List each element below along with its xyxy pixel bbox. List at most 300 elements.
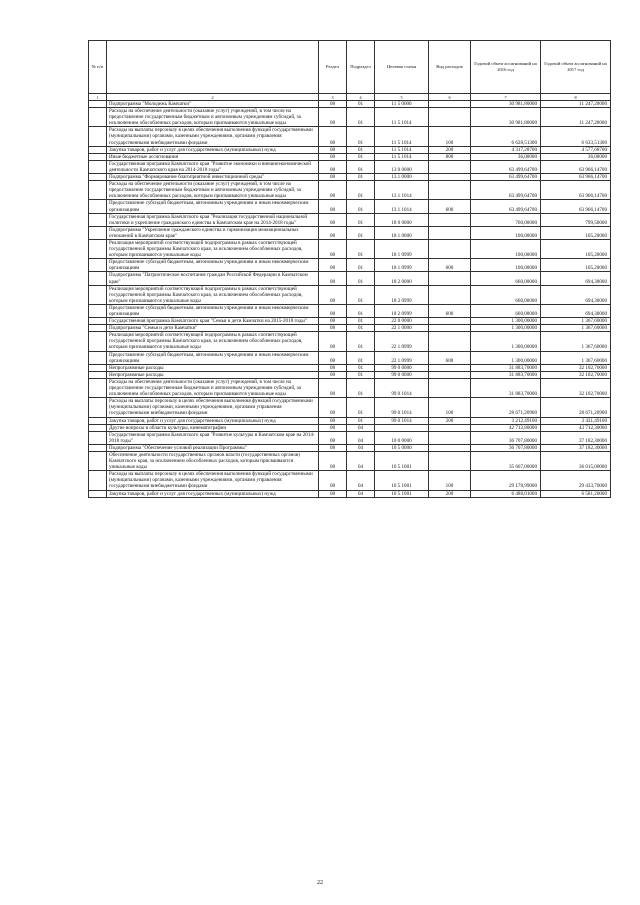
row-2016-cell: 660,00000 (471, 285, 541, 304)
row-2016-cell: 3 212,49100 (471, 417, 541, 424)
row-statya-cell: 18 1 0999 (375, 259, 429, 272)
row-podrazdel-cell: 01 (347, 398, 375, 417)
row-razdel-cell: 08 (319, 351, 347, 364)
column-number: 6 (429, 94, 471, 101)
row-index-cell (89, 378, 107, 397)
row-index-cell (89, 285, 107, 304)
row-2016-cell: 30 981,80000 (471, 101, 541, 108)
table-row (89, 471, 611, 490)
row-razdel-cell: 08 (319, 285, 347, 304)
row-2016-cell: 36 707,80000 (471, 444, 541, 451)
row-2016-cell: 1 300,00000 (471, 325, 541, 332)
row-podrazdel-cell: 01 (347, 304, 375, 317)
row-2017-cell: 6 633,51300 (541, 127, 611, 146)
row-name-cell: Предоставление субсидий бюджетным, автономным учреждениям и иным некоммерческим организациям (107, 259, 319, 272)
row-razdel-cell: 08 (319, 431, 347, 444)
row-vid-cell (429, 213, 471, 226)
row-2017-cell: 63 966,14700 (541, 200, 611, 213)
row-statya-cell: 11 5 1014 (375, 108, 429, 127)
row-name-cell: Расходы на выплаты персоналу в целях обеспечения выполнения функций государственными (муниципальными) органами, казенными учреждениями, органами управления государственными внебюджетными фондами (107, 471, 319, 490)
row-index-cell (89, 325, 107, 332)
table-row (89, 200, 611, 213)
row-razdel-cell: 08 (319, 417, 347, 424)
row-statya-cell: 22 1 0000 (375, 325, 429, 332)
row-index-cell (89, 417, 107, 424)
row-name-cell: Подпрограмма "Обеспечение условий реализации Программы" (107, 444, 319, 451)
row-razdel-cell: 08 (319, 490, 347, 497)
row-statya-cell: 10 5 1001 (375, 471, 429, 490)
row-podrazdel-cell: 01 (347, 200, 375, 213)
row-vid-cell (429, 101, 471, 108)
row-name-cell: Государственная программа Камчатского края "Семья и дети Камчатки на 2015-2018 годы" (107, 318, 319, 325)
row-2016-cell: 4 317,28700 (471, 146, 541, 153)
row-podrazdel-cell: 01 (347, 364, 375, 371)
row-vid-cell: 600 (429, 259, 471, 272)
row-2017-cell: 32 102,70000 (541, 378, 611, 397)
column-number: 3 (319, 94, 347, 101)
row-2016-cell: 35 667,00000 (471, 451, 541, 470)
row-podrazdel-cell: 01 (347, 318, 375, 325)
row-razdel-cell: 08 (319, 272, 347, 285)
row-podrazdel-cell: 01 (347, 160, 375, 173)
row-statya-cell: 13 1 0000 (375, 174, 429, 181)
row-2017-cell: 29 433,70000 (541, 471, 611, 490)
row-name-cell: Реализация мероприятий соответствующей подпрограммы в рамках соответствующей государственной программы Камчатского края, за исключением обособленных расходов, которым присваиваются уникальные коды (107, 332, 319, 351)
row-podrazdel-cell: 01 (347, 101, 375, 108)
row-2017-cell: 37 182,30000 (541, 431, 611, 444)
row-2017-cell: 105,20000 (541, 259, 611, 272)
row-2017-cell: 28 671,20900 (541, 398, 611, 417)
row-name-cell: Реализация мероприятий соответствующей подпрограммы в рамках соответствующей государственной программы Камчатского края, за исключением обособленных расходов, которым присваиваются уникальные коды (107, 239, 319, 258)
table-body (89, 101, 611, 498)
row-vid-cell (429, 451, 471, 470)
row-name-cell: Закупка товаров, работ и услуг для государственных (муниципальных) нужд (107, 417, 319, 424)
row-name-cell: Подпрограмма "Укрепление гражданского единства и гармонизация межнациональных отношений в Камчатском крае" (107, 226, 319, 239)
row-vid-cell: 600 (429, 200, 471, 213)
row-name-cell: Другие вопросы в области культуры, кинематографии (107, 424, 319, 431)
row-statya-cell: 99 0 0000 (375, 371, 429, 378)
row-razdel-cell: 08 (319, 153, 347, 160)
row-podrazdel-cell: 04 (347, 424, 375, 431)
row-statya-cell: 10 5 1001 (375, 451, 429, 470)
row-2017-cell: 799,50000 (541, 213, 611, 226)
row-2017-cell: 32 102,70000 (541, 371, 611, 378)
page-number: 22 (317, 880, 323, 886)
header-cell (107, 41, 319, 94)
row-vid-cell (429, 431, 471, 444)
table-row (89, 174, 611, 181)
row-vid-cell: 200 (429, 490, 471, 497)
row-podrazdel-cell: 04 (347, 471, 375, 490)
row-2016-cell: 760,00000 (471, 213, 541, 226)
row-razdel-cell: 08 (319, 127, 347, 146)
row-vid-cell: 600 (429, 304, 471, 317)
table-row (89, 332, 611, 351)
row-index-cell (89, 471, 107, 490)
row-vid-cell (429, 285, 471, 304)
row-2016-cell: 28 671,20900 (471, 398, 541, 417)
row-index-cell (89, 200, 107, 213)
row-name-cell: Расходы на обеспечение деятельности (оказание услуг) учреждений, в том числе на предоставление государственным бюджетным и автономным учреждениям субсидий, за исключением обособленных расходов, которым присваиваются уникальные коды (107, 108, 319, 127)
table-row (89, 259, 611, 272)
row-statya-cell: 99 0 0000 (375, 364, 429, 371)
row-razdel-cell: 08 (319, 318, 347, 325)
row-razdel-cell: 08 (319, 174, 347, 181)
row-razdel-cell: 08 (319, 371, 347, 378)
row-index-cell (89, 364, 107, 371)
table-row (89, 371, 611, 378)
row-index-cell (89, 351, 107, 364)
column-number: 1 (89, 94, 107, 101)
row-vid-cell (429, 371, 471, 378)
row-name-cell: Непрограммные расходы (107, 364, 319, 371)
row-vid-cell (429, 174, 471, 181)
row-vid-cell: 600 (429, 351, 471, 364)
row-razdel-cell: 08 (319, 444, 347, 451)
row-2017-cell: 11 247,20000 (541, 108, 611, 127)
table-row (89, 325, 611, 332)
row-statya-cell: 11 5 1014 (375, 153, 429, 160)
column-number-row (89, 94, 611, 101)
row-podrazdel-cell: 01 (347, 127, 375, 146)
row-name-cell: Закупка товаров, работ и услуг для государственных (муниципальных) нужд (107, 146, 319, 153)
row-index-cell (89, 153, 107, 160)
table-row (89, 160, 611, 173)
row-name-cell: Расходы на выплаты персоналу в целях обеспечения выполнения функций государственными (муниципальными) органами, казенными учреждениями, органами управления государственными внебюджетными фондами (107, 127, 319, 146)
row-2017-cell: 63 966,14700 (541, 174, 611, 181)
row-name-cell: Расходы на обеспечение деятельности (оказание услуг) учреждений, в том числе на предоставление государственным бюджетным и автономным учреждениям субсидий, за исключением обособленных расходов, которым присваиваются уникальные коды (107, 378, 319, 397)
row-2017-cell: 32 102,70000 (541, 364, 611, 371)
table-row (89, 490, 611, 497)
row-2017-cell: 36,00000 (541, 153, 611, 160)
row-vid-cell (429, 181, 471, 200)
header-cell: Подраздел (347, 41, 375, 94)
row-name-cell: Государственная программа Камчатского края "Развитие культуры в Камчатском крае на 2014-2018 годы" (107, 431, 319, 444)
row-2016-cell: 1 300,00000 (471, 332, 541, 351)
row-statya-cell: 10 5 1001 (375, 490, 429, 497)
row-razdel-cell: 08 (319, 101, 347, 108)
row-statya-cell: 13 1 1014 (375, 200, 429, 213)
row-name-cell: Подпрограмма "Семья и дети Камчатки" (107, 325, 319, 332)
row-razdel-cell: 08 (319, 332, 347, 351)
row-2017-cell: 694,30000 (541, 304, 611, 317)
row-statya-cell: 99 0 1014 (375, 378, 429, 397)
row-razdel-cell: 08 (319, 325, 347, 332)
row-index-cell (89, 272, 107, 285)
row-podrazdel-cell: 04 (347, 490, 375, 497)
row-2017-cell: 11 247,20000 (541, 101, 611, 108)
table-row (89, 417, 611, 424)
row-vid-cell (429, 226, 471, 239)
header-cell: № п/п (89, 41, 107, 94)
column-number: 4 (347, 94, 375, 101)
row-2017-cell: 63 966,14700 (541, 160, 611, 173)
row-podrazdel-cell: 01 (347, 371, 375, 378)
row-name-cell: Государственная программа Камчатского края "Реализация государственной национальной политики и укрепление гражданского единства в Камчатском крае на 2014-2018 годы" (107, 213, 319, 226)
row-statya-cell: 10 5 0000 (375, 444, 429, 451)
table-row (89, 108, 611, 127)
row-index-cell (89, 146, 107, 153)
row-2016-cell: 29 178,99000 (471, 471, 541, 490)
table-row (89, 153, 611, 160)
row-vid-cell (429, 424, 471, 431)
row-razdel-cell: 08 (319, 424, 347, 431)
row-2016-cell: 100,00000 (471, 239, 541, 258)
row-index-cell (89, 398, 107, 417)
row-name-cell: Подпрограмма "Формирование благоприятной инвестиционной среды" (107, 174, 319, 181)
row-podrazdel-cell: 01 (347, 153, 375, 160)
row-2016-cell: 31 883,70000 (471, 371, 541, 378)
row-2016-cell: 1 300,00000 (471, 351, 541, 364)
row-vid-cell: 200 (429, 146, 471, 153)
column-number: 5 (375, 94, 429, 101)
row-2017-cell: 105,20000 (541, 226, 611, 239)
row-name-cell: Непрограммные расходы (107, 371, 319, 378)
row-podrazdel-cell: 01 (347, 378, 375, 397)
row-podrazdel-cell: 01 (347, 325, 375, 332)
row-index-cell (89, 101, 107, 108)
row-razdel-cell: 08 (319, 200, 347, 213)
row-statya-cell: 11 5 1014 (375, 127, 429, 146)
row-razdel-cell: 08 (319, 160, 347, 173)
row-statya-cell: 22 1 0999 (375, 332, 429, 351)
row-vid-cell (429, 325, 471, 332)
row-statya-cell: 18 1 0999 (375, 239, 429, 258)
row-podrazdel-cell: 01 (347, 272, 375, 285)
row-statya-cell: 18 2 0000 (375, 272, 429, 285)
row-podrazdel-cell: 01 (347, 146, 375, 153)
row-vid-cell (429, 318, 471, 325)
row-vid-cell: 100 (429, 398, 471, 417)
row-2016-cell: 31 883,70000 (471, 364, 541, 371)
row-index-cell (89, 451, 107, 470)
row-2016-cell: 660,00000 (471, 272, 541, 285)
row-statya-cell: 13 1 1014 (375, 181, 429, 200)
row-2017-cell: 694,30000 (541, 272, 611, 285)
header-cell: Вид расходов (429, 41, 471, 94)
budget-table (88, 40, 611, 498)
table-row (89, 146, 611, 153)
row-index-cell (89, 181, 107, 200)
row-index-cell (89, 213, 107, 226)
row-name-cell: Обеспечение деятельности государственных органов власти (государственных органов) Камчатского края, за исключением обособленных расходов, которым присваиваются уникальные коды (107, 451, 319, 470)
header-cell: Целевая статья (375, 41, 429, 94)
header-cell: Раздел (319, 41, 347, 94)
row-2017-cell: 37 182,30000 (541, 444, 611, 451)
row-statya-cell: 18 2 0999 (375, 304, 429, 317)
row-podrazdel-cell: 04 (347, 451, 375, 470)
row-2017-cell: 694,30000 (541, 285, 611, 304)
row-statya-cell: 10 0 0000 (375, 431, 429, 444)
row-2016-cell: 100,00000 (471, 259, 541, 272)
row-razdel-cell: 08 (319, 108, 347, 127)
table-row (89, 431, 611, 444)
row-razdel-cell: 08 (319, 378, 347, 397)
table-row (89, 101, 611, 108)
row-razdel-cell: 08 (319, 451, 347, 470)
row-statya-cell: 99 0 1014 (375, 398, 429, 417)
row-2016-cell: 63 499,64700 (471, 174, 541, 181)
row-podrazdel-cell: 01 (347, 285, 375, 304)
header-cell: Годовой объем ассигнований на 2017 год (541, 41, 611, 94)
table-row (89, 239, 611, 258)
row-2017-cell: 6 581,20000 (541, 490, 611, 497)
row-2016-cell: 63 499,64700 (471, 181, 541, 200)
row-razdel-cell: 08 (319, 364, 347, 371)
row-2016-cell: 42 712,80000 (471, 424, 541, 431)
row-statya-cell: 11 5 0000 (375, 101, 429, 108)
row-podrazdel-cell: 01 (347, 174, 375, 181)
row-2016-cell: 6 628,51300 (471, 127, 541, 146)
column-number: 8 (541, 94, 611, 101)
row-index-cell (89, 444, 107, 451)
row-name-cell: Реализация мероприятий соответствующей подпрограммы в рамках соответствующей государственной программы Камчатского края, за исключением обособленных расходов, которым присваиваются уникальные коды (107, 285, 319, 304)
row-podrazdel-cell: 04 (347, 431, 375, 444)
row-2017-cell: 1 367,60000 (541, 332, 611, 351)
row-2016-cell: 100,00000 (471, 226, 541, 239)
row-razdel-cell: 08 (319, 259, 347, 272)
row-2016-cell: 63 499,64700 (471, 160, 541, 173)
row-index-cell (89, 174, 107, 181)
table-row (89, 285, 611, 304)
table-row (89, 364, 611, 371)
row-podrazdel-cell: 01 (347, 239, 375, 258)
row-2016-cell: 660,00000 (471, 304, 541, 317)
row-statya-cell (375, 424, 429, 431)
row-index-cell (89, 318, 107, 325)
row-podrazdel-cell: 01 (347, 108, 375, 127)
table-row (89, 181, 611, 200)
row-2017-cell: 105,20000 (541, 239, 611, 258)
row-name-cell: Иные бюджетные ассигнования (107, 153, 319, 160)
table-row (89, 351, 611, 364)
row-index-cell (89, 490, 107, 497)
row-vid-cell (429, 378, 471, 397)
row-razdel-cell: 08 (319, 398, 347, 417)
row-2017-cell: 4 577,68700 (541, 146, 611, 153)
table-row (89, 213, 611, 226)
row-2017-cell: 3 431,49100 (541, 417, 611, 424)
row-2017-cell: 43 712,30000 (541, 424, 611, 431)
row-podrazdel-cell: 04 (347, 444, 375, 451)
row-statya-cell: 13 0 0000 (375, 160, 429, 173)
row-vid-cell (429, 272, 471, 285)
table-row (89, 451, 611, 470)
row-index-cell (89, 424, 107, 431)
row-vid-cell (429, 332, 471, 351)
column-number: 7 (471, 94, 541, 101)
row-vid-cell (429, 239, 471, 258)
row-2017-cell: 1 367,60000 (541, 351, 611, 364)
row-vid-cell: 100 (429, 471, 471, 490)
row-index-cell (89, 304, 107, 317)
row-razdel-cell: 08 (319, 226, 347, 239)
row-2016-cell: 30 981,80000 (471, 108, 541, 127)
table-row (89, 444, 611, 451)
row-statya-cell: 18 2 0999 (375, 285, 429, 304)
table-row (89, 272, 611, 285)
row-razdel-cell: 08 (319, 304, 347, 317)
row-podrazdel-cell: 01 (347, 226, 375, 239)
row-statya-cell: 11 5 1014 (375, 146, 429, 153)
row-statya-cell: 99 0 1014 (375, 417, 429, 424)
column-number: 2 (107, 94, 319, 101)
row-razdel-cell: 08 (319, 181, 347, 200)
row-name-cell: Предоставление субсидий бюджетным, автономным учреждениям и иным некоммерческим организациям (107, 351, 319, 364)
table-row (89, 318, 611, 325)
row-statya-cell: 18 0 0000 (375, 213, 429, 226)
row-index-cell (89, 371, 107, 378)
header-cell: Годовой объем ассигнований на 2016 год (471, 41, 541, 94)
table-row (89, 424, 611, 431)
row-2016-cell: 1 300,00000 (471, 318, 541, 325)
row-name-cell: Расходы на выплаты персоналу в целях обеспечения выполнения функций государственными (муниципальными) органами, казенными учреждениями, органами управления государственными внебюджетными фондами (107, 398, 319, 417)
row-razdel-cell: 08 (319, 471, 347, 490)
row-podrazdel-cell: 01 (347, 417, 375, 424)
table-header (89, 41, 611, 101)
row-2017-cell: 1 367,60000 (541, 318, 611, 325)
row-statya-cell: 22 0 0000 (375, 318, 429, 325)
row-vid-cell (429, 160, 471, 173)
table-row (89, 127, 611, 146)
row-vid-cell (429, 364, 471, 371)
table-row (89, 398, 611, 417)
row-index-cell (89, 127, 107, 146)
row-name-cell: Закупка товаров, работ и услуг для государственных (муниципальных) нужд (107, 490, 319, 497)
row-index-cell (89, 226, 107, 239)
row-name-cell: Предоставление субсидий бюджетным, автономным учреждениям и иным некоммерческим организациям (107, 304, 319, 317)
row-name-cell: Подпрограмма "Патриотическое воспитание граждан Российской Федерации в Камчатском крае" (107, 272, 319, 285)
row-2016-cell: 36 707,80000 (471, 431, 541, 444)
row-podrazdel-cell: 01 (347, 332, 375, 351)
row-index-cell (89, 332, 107, 351)
table-row (89, 378, 611, 397)
row-vid-cell: 800 (429, 153, 471, 160)
row-vid-cell (429, 444, 471, 451)
table-row (89, 304, 611, 317)
row-2017-cell: 63 966,14700 (541, 181, 611, 200)
row-index-cell (89, 259, 107, 272)
row-name-cell: Предоставление субсидий бюджетным, автономным учреждениям и иным некоммерческим организациям (107, 200, 319, 213)
row-vid-cell: 100 (429, 127, 471, 146)
row-podrazdel-cell: 01 (347, 181, 375, 200)
row-index-cell (89, 431, 107, 444)
row-podrazdel-cell: 01 (347, 351, 375, 364)
row-2017-cell: 36 015,00000 (541, 451, 611, 470)
row-statya-cell: 22 1 0999 (375, 351, 429, 364)
row-index-cell (89, 239, 107, 258)
row-2016-cell: 6 488,01000 (471, 490, 541, 497)
row-podrazdel-cell: 01 (347, 213, 375, 226)
row-razdel-cell: 08 (319, 239, 347, 258)
row-2016-cell: 63 499,64700 (471, 200, 541, 213)
row-2016-cell: 36,00000 (471, 153, 541, 160)
row-vid-cell (429, 108, 471, 127)
row-2017-cell: 1 367,60000 (541, 325, 611, 332)
row-podrazdel-cell: 01 (347, 259, 375, 272)
row-index-cell (89, 108, 107, 127)
document-page (88, 40, 610, 498)
row-2016-cell: 31 883,70000 (471, 378, 541, 397)
table-row (89, 226, 611, 239)
row-name-cell: Расходы на обеспечение деятельности (оказание услуг) учреждений, в том числе на предоставление государственным бюджетным и автономным учреждениям субсидий, за исключением обособленных расходов, которым присваиваются уникальные коды (107, 181, 319, 200)
row-name-cell: Подпрограмма "Молодежь Камчатки" (107, 101, 319, 108)
row-vid-cell: 200 (429, 417, 471, 424)
row-index-cell (89, 160, 107, 173)
row-name-cell: Государственная программа Камчатского края "Развитие экономики и внешнеэкономической деятельности Камчатского края на 2014-2018 годы" (107, 160, 319, 173)
row-razdel-cell: 08 (319, 146, 347, 153)
row-razdel-cell: 08 (319, 213, 347, 226)
